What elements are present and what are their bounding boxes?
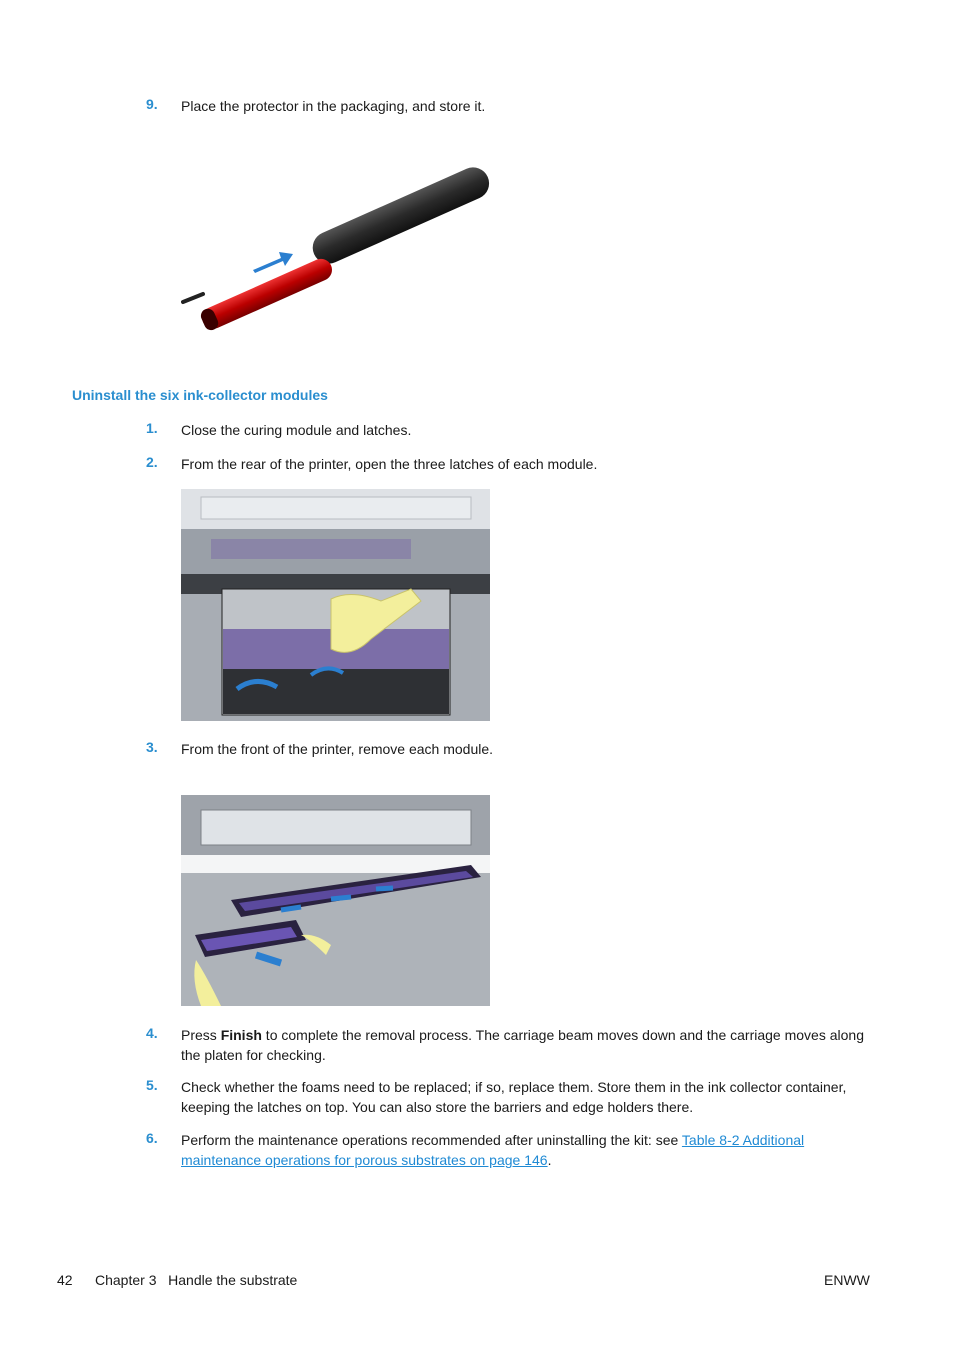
step-9-text: Place the protector in the packaging, and store it. bbox=[181, 98, 486, 114]
protector-roller-illustration bbox=[181, 160, 501, 360]
step-4-text-post: to complete the removal process. The carriage beam moves down and the carriage moves along the platen for checking. bbox=[181, 1027, 864, 1063]
page-number: 42 bbox=[57, 1272, 73, 1288]
step-1-number: 1. bbox=[146, 420, 158, 436]
footer-right: ENWW bbox=[824, 1272, 870, 1288]
remove-module-photo bbox=[181, 795, 490, 1006]
step-2-number: 2. bbox=[146, 454, 158, 470]
step-6-text-post: . bbox=[547, 1152, 552, 1168]
step-5-number: 5. bbox=[146, 1077, 158, 1093]
chapter-title: Chapter 3 Handle the substrate bbox=[95, 1272, 298, 1288]
step-3-text: From the front of the printer, remove each module. bbox=[181, 741, 494, 757]
section-heading: Uninstall the six ink-collector modules bbox=[72, 387, 328, 403]
insert-arrow-icon bbox=[253, 252, 293, 273]
step-2-text: From the rear of the printer, open the three latches of each module. bbox=[181, 456, 598, 472]
open-latches-photo bbox=[181, 489, 490, 721]
finish-keyword: Finish bbox=[220, 1027, 262, 1043]
step-1-text: Close the curing module and latches. bbox=[181, 422, 412, 438]
step-4-text-pre: Press bbox=[181, 1027, 221, 1043]
step-6-number: 6. bbox=[146, 1130, 158, 1146]
step-3-number: 3. bbox=[146, 739, 158, 755]
step-5-text: Check whether the foams need to be replaced; if so, replace them. Store them in the ink collector container, keeping the latches on top. You can also store the barriers and edge holders there. bbox=[181, 1079, 847, 1115]
step-6-text bbox=[181, 1130, 871, 1170]
step-4-text bbox=[181, 1025, 871, 1065]
table-8-2-link[interactable]: Table 8-2 Additional maintenance operations for porous substrates on page 146 bbox=[181, 1132, 805, 1168]
step-4-number: 4. bbox=[146, 1025, 158, 1041]
step-9-number: 9. bbox=[146, 96, 158, 112]
step-6-text-pre: Perform the maintenance operations recommended after uninstalling the kit: see bbox=[181, 1132, 682, 1148]
